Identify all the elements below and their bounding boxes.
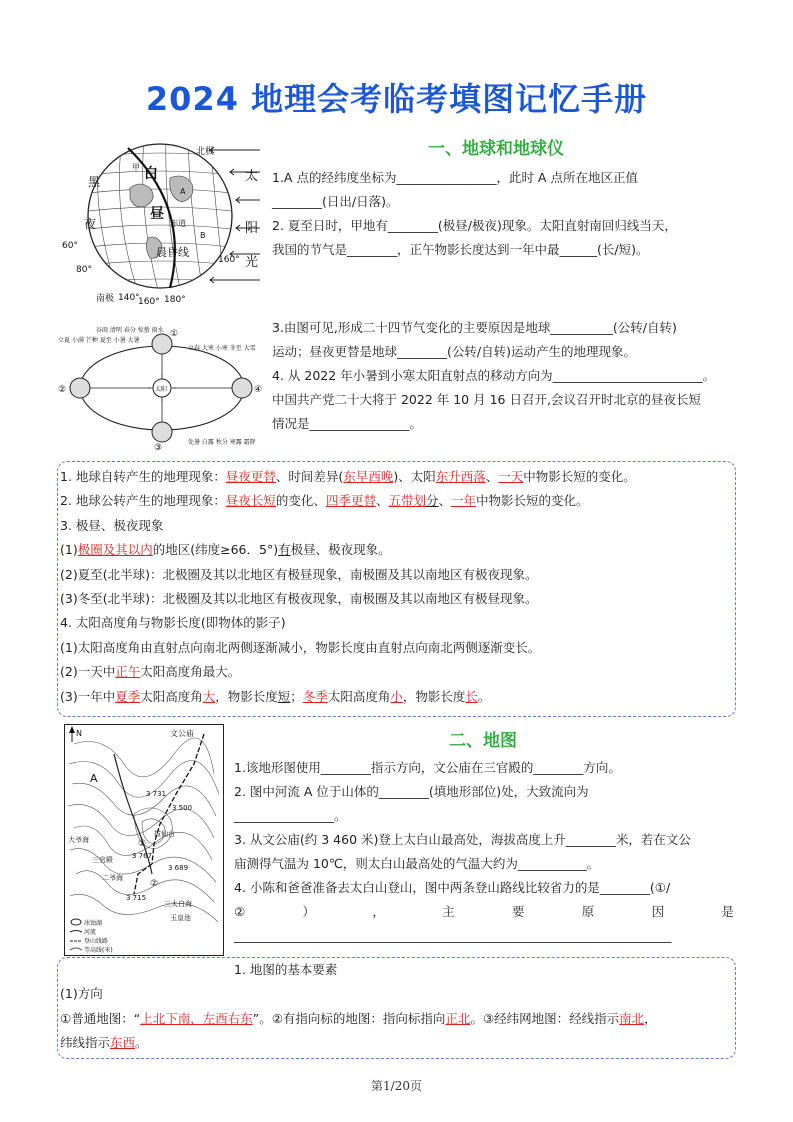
q1-line2: ________(日出/日落)。 <box>272 194 399 209</box>
orbit-pos-3: ③ <box>154 443 163 452</box>
note1-line4: (1)极圈及其以内的地区(纬度≥66．5°)有极昼、极夜现象。 <box>60 542 391 558</box>
note1-line3: 3. 极昼、极夜现象 <box>60 517 164 533</box>
terminator-label: 晨昏线 <box>156 246 189 259</box>
map-river-a: A <box>90 772 98 785</box>
map-sanyehai: 三太白海 <box>164 900 192 908</box>
orbit-figure <box>58 322 266 452</box>
s2-q4-line3: ______________________________________________________________________ <box>234 928 672 943</box>
q3-line1: 3.由图可见,形成二十四节气变化的主要原因是地球__________(公转/自转) <box>272 320 677 335</box>
q4-line3: 情况是________________。 <box>272 416 423 431</box>
s2-q3-line1: 3. 从文公庙(约 3 460 米)登上太白山最高处，海拔高度上升________米，若在文公 <box>234 832 691 847</box>
lat-80-label: 80° <box>76 265 92 275</box>
lon-180-label: 180° <box>164 295 186 305</box>
s2-q4-line1: 4. 小陈和爸爸准备去太白山登山，图中两条登山路线比较省力的是________(①/ <box>234 880 671 895</box>
night-char-2: 夜 <box>84 217 97 231</box>
lon-140-label: 140° <box>118 293 140 303</box>
orbit-pos-1: ① <box>170 329 179 339</box>
map-e3689: 3 689 <box>168 864 189 872</box>
s2-q1: 1.该地形图使用________指示方向，文公庙在三官殿的________方向。 <box>234 760 621 775</box>
note2-line2: ①普通地图：“上北下南，左西右东”。②有指向标的地图：指向标指向正北。③经纬网地图：经线指示南北， <box>60 1010 657 1026</box>
note1-line1: 1. 地球自转产生的地理现象：昼夜更替、时间差异(东早西晚)、太阳东升西落、一天中物影长短的变化。 <box>60 469 636 484</box>
sun-char-1: 太 <box>245 169 259 184</box>
day-char-2: 昼 <box>150 206 164 222</box>
note2-line1: (1)方向 <box>60 986 103 1002</box>
map-yuhuangchi: 玉皇池 <box>170 914 191 922</box>
note2-line3: 纬线指示东西。 <box>60 1035 148 1051</box>
s2-q2-line2: ________________。 <box>234 808 347 823</box>
terms-bottom: 处暑 白露 秋分 寒露 霜降 <box>188 439 256 446</box>
globe-figure <box>60 128 270 308</box>
terms-left: 立夏 小满 芒种 夏至 小暑 大暑 <box>58 337 140 344</box>
q2-line2: 我国的节气是________，正午物影长度达到一年中最______(长/短)。 <box>272 242 649 257</box>
s2-q3-line2: 庙测得气温为 10℃，则太白山最高处的气温大约为___________。 <box>234 856 600 871</box>
map-route-2: ② <box>150 879 159 889</box>
map-wenmiao: 文公庙 <box>170 729 194 738</box>
page-footer: 第1/20页 <box>371 1079 422 1093</box>
orbit-pos-2: ② <box>58 385 67 395</box>
point-b-label: B <box>200 231 206 240</box>
lon-160b-label: 160° <box>138 297 160 307</box>
north-arrow-label: N <box>76 729 82 738</box>
point-jia-label: 甲 <box>132 163 140 172</box>
orbit-pos-4: ④ <box>254 385 263 395</box>
lat-60-label: 60° <box>62 241 78 251</box>
equator-label: 赤道 <box>170 219 186 228</box>
q1-line1: 1.A 点的经纬度坐标为________________，此时 A 点所在地区正值 <box>272 170 638 185</box>
section1-questions-b <box>272 316 740 436</box>
svg-text:登山线路: 登山线路 <box>84 938 109 945</box>
south-pole-label: 南极 <box>96 294 115 304</box>
note1-line10: (3)一年中夏季太阳高度角大，物影长度短；冬季太阳高度角小，物影长度长。 <box>60 688 491 704</box>
svg-text:等高线(米): 等高线(米) <box>84 947 113 954</box>
point-a-label: A <box>180 187 186 196</box>
day-char-1: 白 <box>144 166 158 182</box>
sun-char-3: 光 <box>245 255 259 270</box>
map-e3767: 3 767 <box>132 852 153 860</box>
s2-q2-line1: 2. 图中河流 A 位于山体的________(填地形部位)处，大致流向为 <box>234 784 589 799</box>
section2-questions <box>234 756 734 948</box>
note1-line9: (2)一天中正午太阳高度角最大。 <box>60 664 241 680</box>
topo-map-figure <box>64 724 224 956</box>
page-title: 2024 地理会考临考填图记忆手册 <box>145 80 648 118</box>
terms-right: 立春 大寒 小寒 冬至 大雪 <box>188 345 256 352</box>
q4-line2: 中国共产党二十大将于 2022 年 10 月 16 日召开,会议召开时北京的昼夜长短 <box>272 392 701 407</box>
note1-line8: (1)太阳高度角由直射点向南北两侧逐渐减小，物影长度由直射点向南北两侧逐渐变长。 <box>60 639 541 655</box>
note1-line6: (3)冬至(北半球)：北极圈及其以北地区有极夜现象，南极圈及其以南地区有极昼现象。 <box>60 591 538 607</box>
q4-line1: 4. 从 2022 年小暑到小寒太阳直射点的移动方向为________________________。 <box>272 368 716 383</box>
sun-char-2: 阳 <box>245 221 259 236</box>
note1-line7: 4. 太阳高度角与物影长度(即物体的影子) <box>60 615 286 631</box>
map-e3500: 3 500 <box>172 804 193 812</box>
q3-line2: 运动；昼夜更替是地球________(公转/自转)运动产生的地理现象。 <box>272 344 636 359</box>
q2-line1: 2. 夏至日时，甲地有________(极昼/极夜)现象。太阳直射南回归线当天， <box>272 218 677 233</box>
s2-q4-line2: ② ） ， 主 要 原 因 是 <box>234 904 734 919</box>
map-dayehai: 大爷海 <box>68 836 89 844</box>
map-ertaihai: 二爷海 <box>102 874 123 882</box>
map-sanguandian: 三官殿 <box>92 856 113 864</box>
svg-text:冰蚀湖: 冰蚀湖 <box>84 920 103 927</box>
north-pole-label: 北极 <box>196 147 215 157</box>
notes-1 <box>60 465 730 709</box>
svg-text:河流: 河流 <box>84 929 97 936</box>
notes-2 <box>60 958 730 1056</box>
map-badianfu: 拔仙台 <box>154 830 175 838</box>
map-e3731: 3 731 <box>146 790 167 798</box>
lon-160-label: 160° <box>218 255 240 265</box>
note2-heading: 1. 地图的基本要素 <box>234 962 338 977</box>
map-e3715: 3 715 <box>126 894 147 902</box>
section1-heading: 一、地球和地球仪 <box>428 139 564 159</box>
note1-line2: 2. 地球公转产生的地理现象：昼夜长短的变化、四季更替、五带划分、一年中物影长短的变化。 <box>60 493 589 509</box>
night-char-1: 黑 <box>88 175 101 189</box>
section2-heading: 二、地图 <box>449 731 517 751</box>
map-route-1: ① <box>138 839 147 849</box>
sun-label: 太阳 <box>155 386 168 393</box>
terms-top: 谷雨 清明 春分 惊蛰 雨水 <box>96 327 164 334</box>
section1-questions-a <box>272 166 740 262</box>
note1-line5: (2)夏至(北半球)：北极圈及其以北地区有极昼现象，南极圈及其以南地区有极夜现象。 <box>60 566 538 582</box>
